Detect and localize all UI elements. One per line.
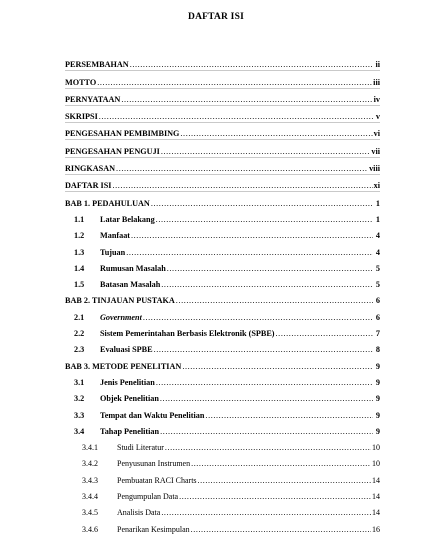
toc-entry[interactable] bbox=[65, 89, 380, 106]
dot-leader bbox=[121, 95, 372, 105]
toc-entry-number: 2.1 bbox=[74, 312, 85, 322]
toc-entry[interactable] bbox=[65, 388, 380, 404]
dot-leader bbox=[156, 378, 373, 388]
toc-entry-page-number: 7 bbox=[375, 329, 380, 339]
toc-entry-page-number: 6 bbox=[375, 296, 380, 306]
dot-leader bbox=[161, 280, 373, 290]
toc-entry-page-number: 8 bbox=[375, 345, 380, 355]
toc-entry[interactable] bbox=[65, 437, 380, 453]
toc-entry-title: PERNYATAAN bbox=[65, 94, 121, 104]
toc-entry-title: RINGKASAN bbox=[65, 164, 116, 174]
toc-entry[interactable] bbox=[65, 140, 380, 157]
dot-leader bbox=[198, 476, 371, 486]
toc-entry[interactable] bbox=[65, 502, 380, 518]
dot-leader bbox=[154, 345, 373, 355]
toc-entry-title: Analisis Data bbox=[117, 508, 161, 518]
toc-entry-page-number: 9 bbox=[375, 377, 380, 387]
dot-leader bbox=[165, 443, 371, 453]
dot-leader bbox=[160, 394, 373, 404]
toc-entry[interactable] bbox=[65, 372, 380, 388]
toc-entry-page-number: vii bbox=[371, 146, 380, 156]
dot-leader bbox=[131, 231, 373, 241]
dot-leader bbox=[143, 313, 373, 323]
toc-entry-number: 2.3 bbox=[74, 345, 85, 355]
toc-entry[interactable] bbox=[65, 290, 380, 306]
toc-entry-page-number: 6 bbox=[375, 312, 380, 322]
toc-entry-page-number: 14 bbox=[372, 508, 380, 518]
dot-leader bbox=[191, 525, 371, 535]
toc-entry-page-number: ii bbox=[375, 60, 380, 70]
toc-entry[interactable] bbox=[65, 158, 380, 175]
toc-entry-number: 3.4.3 bbox=[82, 475, 98, 485]
toc-entry-page-number: iii bbox=[373, 77, 380, 87]
toc-entry-title: Batasan Masalah bbox=[100, 280, 161, 290]
toc-entry-number: 3.2 bbox=[74, 394, 85, 404]
dot-leader bbox=[116, 164, 368, 174]
toc-entry-title: Evaluasi SPBE bbox=[100, 345, 153, 355]
dot-leader bbox=[276, 329, 373, 339]
toc-entry-title: Rumusan Masalah bbox=[100, 263, 166, 273]
toc-entry-page-number: 5 bbox=[375, 280, 380, 290]
table-of-contents bbox=[65, 54, 380, 535]
toc-entry[interactable] bbox=[65, 274, 380, 290]
toc-entry[interactable] bbox=[65, 421, 380, 437]
toc-entry-title: DAFTAR ISI bbox=[65, 181, 112, 191]
toc-entry-page-number: 9 bbox=[375, 394, 380, 404]
toc-entry-title: PENGESAHAN PENGUJI bbox=[65, 146, 160, 156]
toc-entry[interactable] bbox=[65, 404, 380, 420]
toc-entry-page-number: 9 bbox=[375, 426, 380, 436]
dot-leader bbox=[97, 78, 372, 88]
toc-entry-title: Penarikan Kesimpulan bbox=[117, 524, 190, 534]
dot-leader bbox=[112, 181, 372, 191]
toc-entry-number: 3.4.4 bbox=[82, 492, 98, 502]
toc-entry-page-number: 4 bbox=[375, 247, 380, 257]
toc-entry-title: Pembuatan RACI Charts bbox=[117, 475, 197, 485]
toc-entry-title: PENGESAHAN PEMBIMBING bbox=[65, 129, 180, 139]
toc-entry-number: 2.2 bbox=[74, 329, 85, 339]
toc-entry-title: Manfaat bbox=[100, 231, 131, 241]
toc-entry-title: Sistem Pemerintahan Berbasis Elektronik (SPBE) bbox=[100, 329, 275, 339]
toc-entry-title: SKRIPSI bbox=[65, 112, 98, 122]
dot-leader bbox=[179, 492, 371, 502]
toc-entry-page-number: 1 bbox=[375, 214, 380, 224]
toc-entry[interactable] bbox=[65, 355, 380, 371]
dot-leader bbox=[191, 459, 371, 469]
toc-entry-title: BAB 3. METODE PENELITIAN bbox=[65, 361, 182, 371]
dot-leader bbox=[126, 248, 373, 258]
toc-entry-number: 3.3 bbox=[74, 410, 85, 420]
toc-entry-page-number: 16 bbox=[372, 524, 380, 534]
toc-entry-title: Pengumpulan Data bbox=[117, 492, 179, 502]
toc-entry[interactable] bbox=[65, 175, 380, 192]
toc-entry[interactable] bbox=[65, 453, 380, 469]
toc-entry-number: 1.2 bbox=[74, 231, 85, 241]
toc-entry-page-number: v bbox=[375, 112, 380, 122]
toc-entry-title: Penyusunan Instrumen bbox=[117, 459, 191, 469]
dot-leader bbox=[182, 362, 373, 372]
toc-entry-number: 1.1 bbox=[74, 214, 85, 224]
toc-entry-page-number: vi bbox=[373, 129, 380, 139]
toc-entry[interactable] bbox=[65, 306, 380, 322]
toc-entry[interactable] bbox=[65, 106, 380, 123]
toc-entry-title: BAB 1. PEDAHULUAN bbox=[65, 198, 150, 208]
dot-leader bbox=[156, 215, 373, 225]
toc-entry[interactable] bbox=[65, 258, 380, 274]
toc-entry-number: 3.4.6 bbox=[82, 524, 98, 534]
toc-entry-page-number: 10 bbox=[372, 443, 380, 453]
toc-entry-page-number: 14 bbox=[372, 492, 380, 502]
toc-entry-title: Tujuan bbox=[100, 247, 126, 257]
dot-leader bbox=[176, 296, 373, 306]
toc-entry-title: Objek Penelitian bbox=[100, 394, 159, 404]
toc-entry[interactable] bbox=[65, 518, 380, 534]
toc-entry-page-number: viii bbox=[369, 164, 380, 174]
toc-entry-page-number: 9 bbox=[375, 361, 380, 371]
dot-leader bbox=[205, 411, 373, 421]
dot-leader bbox=[161, 508, 371, 518]
toc-entry[interactable] bbox=[65, 71, 380, 88]
toc-entry-page-number: 10 bbox=[372, 459, 380, 469]
toc-entry-number: 1.3 bbox=[74, 247, 85, 257]
toc-entry[interactable] bbox=[65, 469, 380, 485]
dot-leader bbox=[130, 60, 373, 70]
toc-entry[interactable] bbox=[65, 225, 380, 241]
toc-entry-number: 1.5 bbox=[74, 280, 85, 290]
dot-leader bbox=[167, 264, 373, 274]
dot-leader bbox=[160, 427, 373, 437]
toc-entry[interactable] bbox=[65, 192, 380, 208]
toc-entry[interactable] bbox=[65, 54, 380, 71]
toc-entry-page-number: 14 bbox=[372, 475, 380, 485]
page-title: DAFTAR ISI bbox=[188, 12, 244, 22]
toc-entry-number: 3.4 bbox=[74, 426, 85, 436]
dot-leader bbox=[99, 112, 373, 122]
toc-entry-title: Tempat dan Waktu Penelitian bbox=[100, 410, 205, 420]
toc-entry-title: PERSEMBAHAN bbox=[65, 60, 129, 70]
toc-entry-page-number: 9 bbox=[375, 410, 380, 420]
toc-entry-page-number: iv bbox=[373, 94, 380, 104]
toc-entry[interactable] bbox=[65, 339, 380, 355]
toc-entry-title: Latar Belakang bbox=[100, 214, 155, 224]
toc-entry-page-number: 4 bbox=[375, 231, 380, 241]
toc-entry-number: 3.4.2 bbox=[82, 459, 98, 469]
dot-leader bbox=[180, 129, 372, 139]
toc-entry-title: MOTTO bbox=[65, 77, 97, 87]
toc-entry-page-number: xi bbox=[373, 181, 380, 191]
toc-entry-page-number: 1 bbox=[375, 198, 380, 208]
toc-entry-title: Studi Literatur bbox=[117, 443, 164, 453]
toc-entry-number: 3.1 bbox=[74, 377, 85, 387]
toc-entry[interactable] bbox=[65, 323, 380, 339]
dot-leader bbox=[151, 199, 373, 209]
toc-entry-title: BAB 2. TINJAUAN PUSTAKA bbox=[65, 296, 175, 306]
toc-entry[interactable] bbox=[65, 241, 380, 257]
toc-entry-number: 3.4.5 bbox=[82, 508, 98, 518]
toc-entry-number: 1.4 bbox=[74, 263, 85, 273]
toc-entry-title: Tahap Penelitian bbox=[100, 426, 160, 436]
toc-entry-number: 3.4.1 bbox=[82, 443, 98, 453]
toc-entry-title: Jenis Penelitian bbox=[100, 377, 155, 387]
toc-entry[interactable] bbox=[65, 486, 380, 502]
toc-entry-page-number: 5 bbox=[375, 263, 380, 273]
toc-entry[interactable] bbox=[65, 123, 380, 140]
toc-entry[interactable] bbox=[65, 209, 380, 225]
dot-leader bbox=[161, 147, 370, 157]
toc-entry-title: Government bbox=[100, 312, 142, 322]
